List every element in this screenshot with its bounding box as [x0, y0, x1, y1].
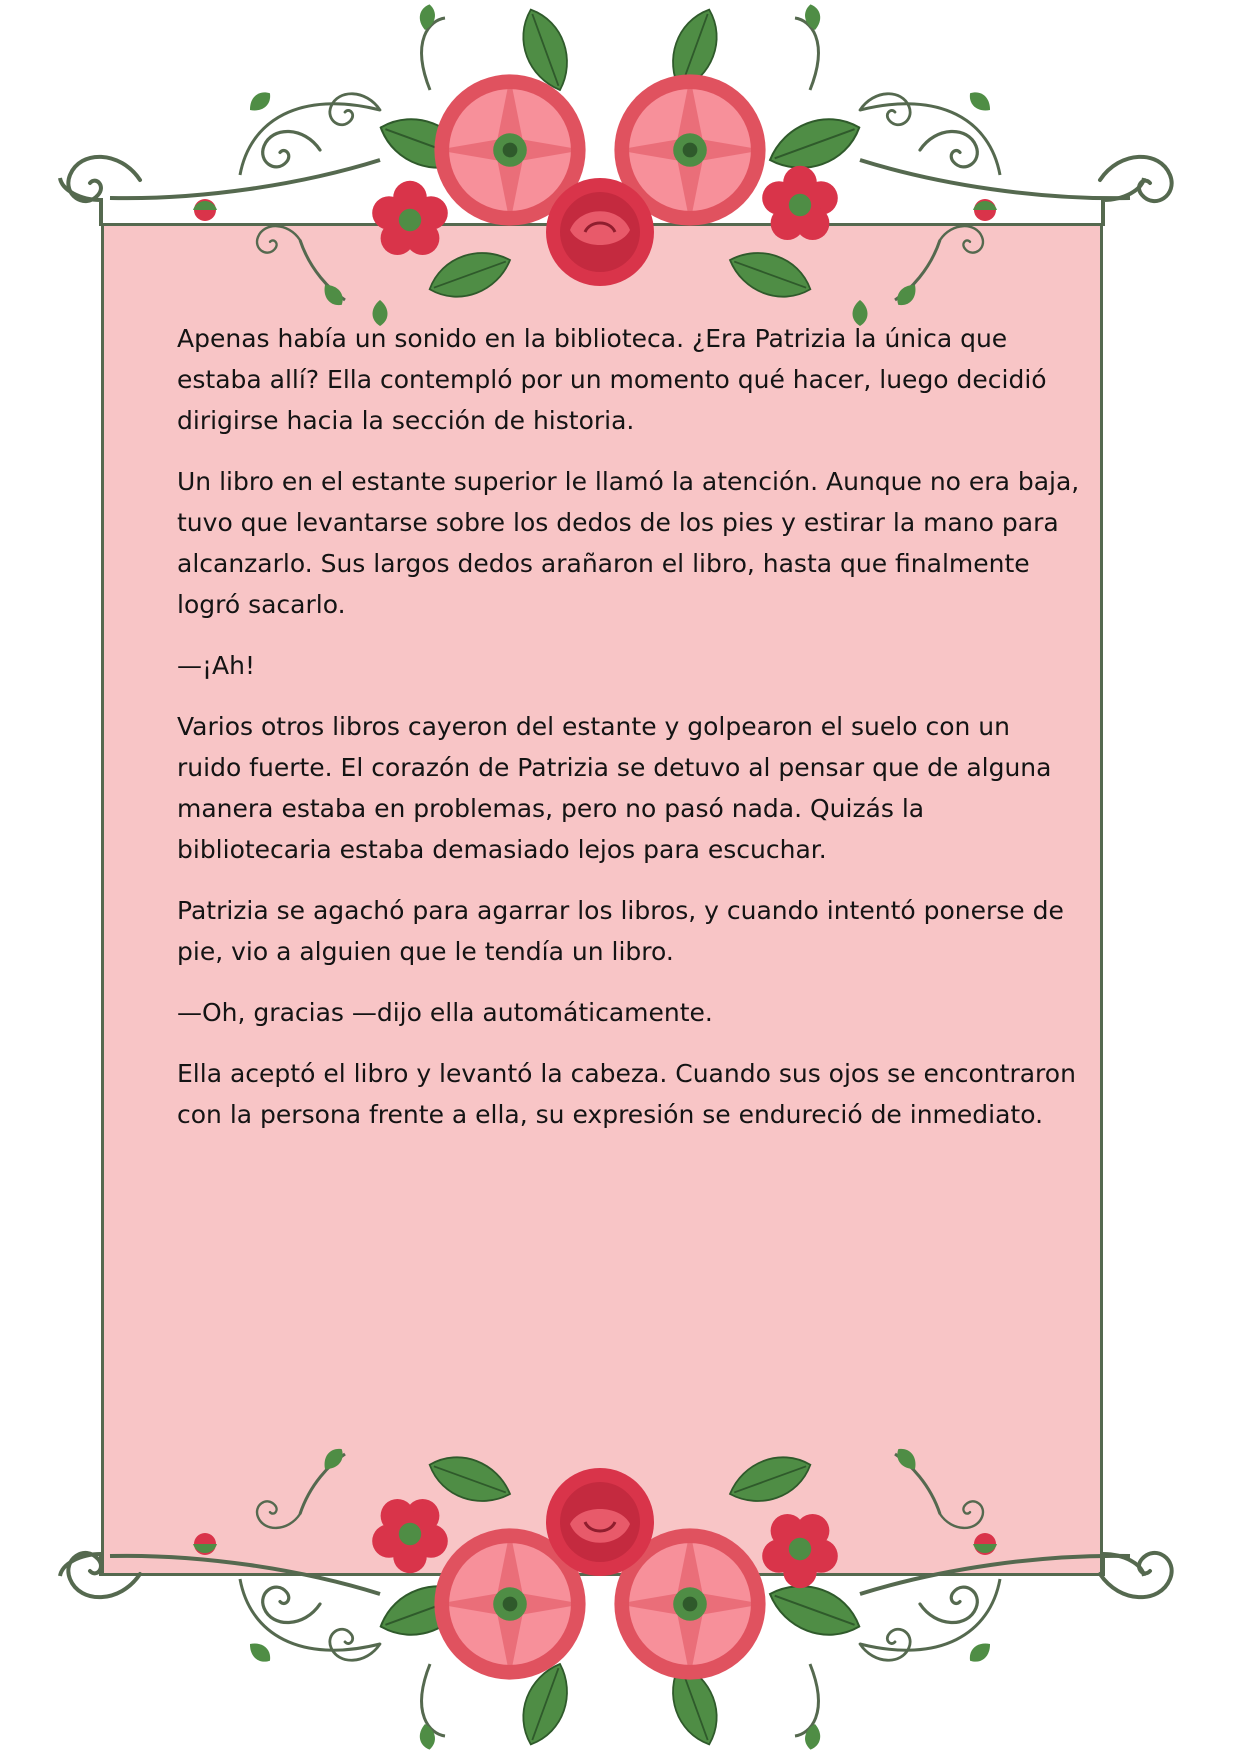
paragraph: Patrizia se agachó para agarrar los libros, y cuando intentó ponerse de pie, vio a alguien que le tendía un libro.	[177, 896, 1064, 966]
floral-ornament-top-icon	[0, 0, 1240, 340]
paragraph: —Oh, gracias —dijo ella automáticamente.	[177, 998, 713, 1027]
paragraph: Un libro en el estante superior le llamó la atención. Aunque no era baja, tuvo que levantarse sobre los dedos de los pies y estirar la mano para alcanzarlo. Sus largos dedos arañaron el libro, hasta que finalmente logró sacarlo.	[177, 467, 1080, 619]
paragraph: Ella aceptó el libro y levantó la cabeza. Cuando sus ojos se encontraron con la persona frente a ella, su expresión se endureció de inmediato.	[177, 1059, 1076, 1129]
story-text	[177, 318, 1082, 1155]
paragraph: —¡Ah!	[177, 651, 255, 680]
paragraph: Apenas había un sonido en la biblioteca. ¿Era Patrizia la única que estaba allí? Ella contempló por un momento qué hacer, luego decidió dirigirse hacia la sección de historia.	[177, 324, 1047, 435]
paragraph: Varios otros libros cayeron del estante y golpearon el suelo con un ruido fuerte. El corazón de Patrizia se detuvo al pensar que de alguna manera estaba en problemas, pero no pasó nada. Quizás la bibliotecaria estaba demasiado lejos para escuchar.	[177, 712, 1052, 864]
floral-ornament-bottom-icon	[0, 1414, 1240, 1754]
